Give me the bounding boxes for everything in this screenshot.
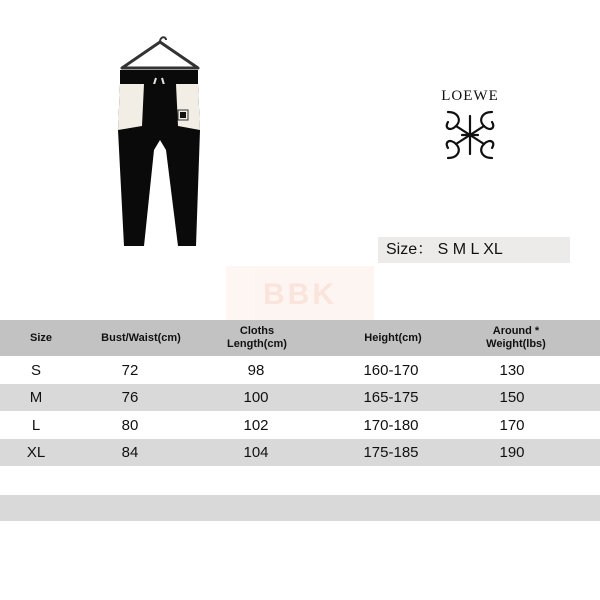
- cell-bust-waist: 76: [121, 389, 139, 406]
- header-bust-waist-label: Bust/Waist(cm): [101, 331, 181, 344]
- cell-weight: 170: [499, 417, 525, 434]
- table-row: [0, 439, 600, 466]
- cell-length: 98: [247, 362, 265, 379]
- header-height-label: Height(cm): [364, 331, 422, 344]
- header-weight-label: Weight(lbs): [486, 338, 546, 350]
- watermark: BBK: [226, 266, 374, 324]
- cell-height: 160-170: [363, 362, 419, 379]
- cell-size: L: [31, 417, 41, 434]
- cell-length: 104: [243, 444, 269, 461]
- table-row: [0, 412, 600, 439]
- size-banner: Size： S M L XL: [378, 237, 570, 263]
- cell-height: 165-175: [363, 389, 419, 406]
- header-height: [348, 320, 438, 356]
- cell-weight: 150: [499, 389, 525, 406]
- cell-bust-waist: 84: [121, 444, 139, 461]
- cell-size: XL: [26, 444, 46, 461]
- header-size-label: Size: [29, 331, 52, 344]
- cell-length: 102: [243, 417, 269, 434]
- cell-size: S: [30, 362, 41, 379]
- size-table-header: [0, 320, 600, 356]
- brand-block: [430, 88, 510, 168]
- cell-height: 175-185: [363, 444, 419, 461]
- cell-height: 170-180: [363, 417, 419, 434]
- table-row: [0, 384, 600, 411]
- sweatpants-illustration: [100, 30, 220, 255]
- header-weight: [466, 320, 566, 356]
- cell-weight: 190: [499, 444, 525, 461]
- table-row: [0, 357, 600, 384]
- header-length-label: Length(cm): [227, 338, 287, 350]
- cell-size: M: [29, 389, 43, 406]
- sweatpants-on-hanger-image: [100, 30, 220, 255]
- footer-band: [0, 495, 600, 521]
- cell-bust-waist: 72: [121, 362, 139, 379]
- header-bust-waist: [90, 320, 192, 356]
- header-around-label: Around *: [492, 325, 540, 337]
- header-cloths-length: [212, 320, 302, 356]
- anagram-logo-icon: [440, 106, 500, 164]
- brand-name: LOEWE: [441, 88, 499, 104]
- cell-weight: 130: [499, 362, 525, 379]
- header-cloths-label: Cloths: [239, 325, 275, 337]
- header-size: [14, 320, 68, 356]
- cell-length: 100: [243, 389, 269, 406]
- cell-bust-waist: 80: [121, 417, 139, 434]
